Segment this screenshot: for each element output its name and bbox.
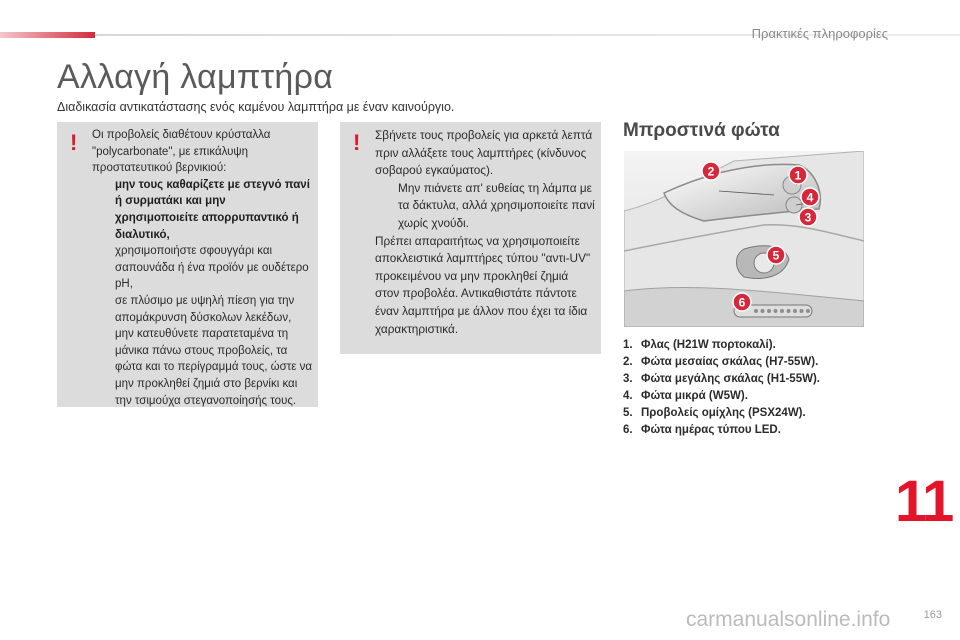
bulb-legend <box>623 337 903 439</box>
header-accent-red <box>0 32 95 38</box>
legend-item <box>623 405 903 422</box>
led-dot <box>806 309 810 313</box>
legend-number: 6. <box>623 424 633 436</box>
list-item <box>92 177 312 243</box>
marker-5-label: 5 <box>772 248 780 263</box>
led-dot <box>767 309 771 313</box>
list-item <box>375 180 595 233</box>
warning-intro: Οι προβολείς διαθέτουν κρύσταλλα "polycarbonate", με επικάλυψη προστατευτικού βερνικιού: <box>92 129 271 175</box>
led-dots <box>754 309 810 313</box>
front-lights-title: Μπροστινά φώτα <box>623 120 780 141</box>
led-dot <box>800 309 804 313</box>
legend-text: Φώτα μεγάλης σκάλας (H1-55W). <box>641 373 820 385</box>
warning-icon: ! <box>353 130 361 155</box>
led-dot <box>774 309 778 313</box>
headlamp-figure <box>624 151 864 327</box>
lamp-cell <box>786 197 802 213</box>
headlamp-illustration <box>624 151 864 327</box>
legend-item <box>623 337 903 354</box>
legend-text: Φώτα ημέρας τύπου LED. <box>641 424 781 436</box>
chapter-number: 11 <box>895 469 953 534</box>
legend-text: Φώτα μικρά (W5W). <box>641 390 748 402</box>
marker-1-label: 1 <box>794 168 802 183</box>
legend-number: 1. <box>623 339 633 351</box>
led-dot <box>780 309 784 313</box>
legend-item <box>623 371 903 388</box>
marker-6-label: 6 <box>738 295 746 310</box>
list-item <box>92 293 312 409</box>
section-name: Πρακτικές πληροφορίες <box>751 26 888 41</box>
legend-item <box>623 354 903 371</box>
legend-item <box>623 388 903 405</box>
page-title: Αλλαγή λαμπτήρα <box>57 58 334 96</box>
marker-4-label: 4 <box>806 190 814 205</box>
led-dot <box>793 309 797 313</box>
legend-text: Προβολείς ομίχλης (PSX24W). <box>641 407 806 419</box>
warning-box-polycarbonate <box>57 122 318 407</box>
list-item-text: μην τους καθαρίζετε με στεγνό πανί ή συρματάκι και μην χρησιμοποιείτε απορρυπαντικό ή διαλυτικό, <box>115 178 310 241</box>
warning-outro: Πρέπει απαραιτήτως να χρησιμοποιείτε αποκλειστικά λαμπτήρες τύπου "αντι-UV" προκειμένου να μην προκληθεί ζημιά στον προβολέα. Αντικαθιστάτε πάντοτε έναν λαμπτήρα με άλλον που έχει τα ίδια χαρακτηριστικά. <box>375 233 591 336</box>
legend-text: Φώτα μεσαίας σκάλας (H7-55W). <box>641 356 819 368</box>
warning-box-text <box>375 127 595 338</box>
page-subtitle: Διαδικασία αντικατάστασης ενός καμένου λαμπτήρα με έναν καινούργιο. <box>57 100 455 114</box>
legend-number: 4. <box>623 390 633 402</box>
list-item-text: Μην πιάνετε απ' ευθείας τη λάμπα με τα δάκτυλα, αλλά χρησιμοποιείτε πανί χωρίς χνούδι. <box>398 180 595 230</box>
legend-text: Φλας (H21W πορτοκαλί). <box>641 339 776 351</box>
legend-number: 3. <box>623 373 633 385</box>
warning-intro: Σβήνετε τους προβολείς για αρκετά λεπτά πριν αλλάξετε τους λαμπτήρες (κίνδυνος σοβαρού εγκαύματος). <box>375 128 593 178</box>
list-item-text: χρησιμοποιήστε σφουγγάρι και σαπουνάδα ή ένα προϊόν με ουδέτερο pH, <box>115 245 309 291</box>
legend-item <box>623 422 903 439</box>
list-item-text: σε πλύσιμο με υψηλή πίεση για την απομάκρυνση δύσκολων λεκέδων, μην κατευθύνετε παρατεταμένα τη μάνικα πάνω στους προβολείς, τα φώτα και το περίγραμμά τους, ώστε να μην προκληθεί ζημιά στο βερνίκι και την τσιμούχα στεγανοποίησής τους. <box>115 294 313 407</box>
legend-number: 5. <box>623 407 633 419</box>
marker-2-label: 2 <box>707 164 715 179</box>
watermark: carmanualsonline.info <box>686 608 891 631</box>
list-item <box>92 243 312 293</box>
page-number: 163 <box>923 609 942 621</box>
led-dot <box>754 309 758 313</box>
led-dot <box>787 309 791 313</box>
marker-3-label: 3 <box>804 210 812 225</box>
warning-icon: ! <box>70 130 78 155</box>
led-dot <box>761 309 765 313</box>
legend-number: 2. <box>623 356 633 368</box>
warning-list <box>92 177 312 409</box>
warning-box-text <box>92 127 312 409</box>
warning-box-hot-bulbs <box>340 122 601 354</box>
warning-list <box>375 180 595 233</box>
